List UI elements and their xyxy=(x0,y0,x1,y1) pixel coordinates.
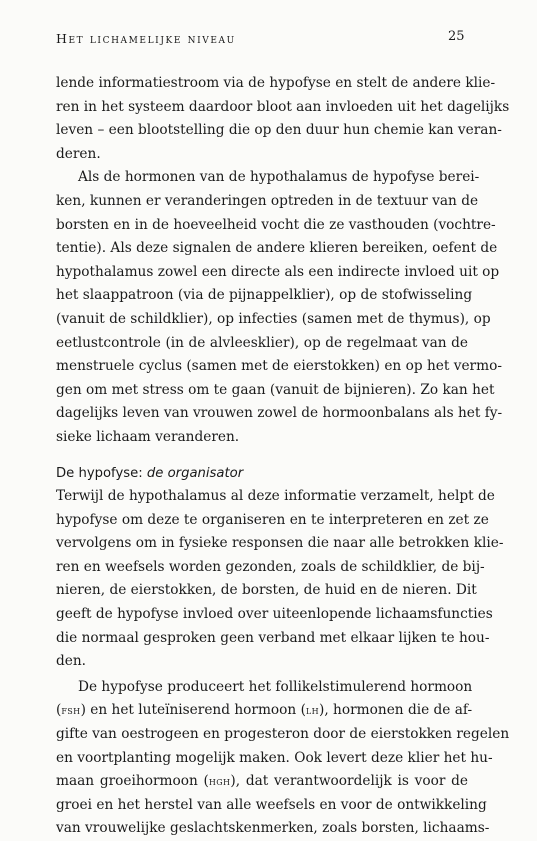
text-line: sieke lichaam veranderen. xyxy=(56,428,240,445)
text-line: gen om met stress om te gaan (vanuit de bijnieren). Zo kan het xyxy=(56,381,495,398)
section-heading-emphasis: de organisator xyxy=(146,465,244,481)
paragraph-4 xyxy=(56,676,510,841)
text-line: nieren, de eierstokken, de borsten, de huid en de nieren. Dit xyxy=(56,582,477,599)
text-line: gifte van oestrogeen en progesteron door de eierstokken regelen xyxy=(56,726,510,743)
paragraph-2 xyxy=(56,166,503,449)
running-head: Het lichamelijke niveau xyxy=(56,31,236,46)
text-fragment: ( xyxy=(56,702,62,719)
text-line: het slaappatroon (via de pijnappelklier), op de stofwisseling xyxy=(56,287,473,304)
text-line: deren. xyxy=(56,145,101,162)
text-line: hypofyse om deze te organiseren en te interpreteren en zet ze xyxy=(56,511,489,528)
text-line: geeft de hypofyse invloed over uiteenlopende lichaamsfuncties xyxy=(56,606,493,623)
text-line: en voortplanting mogelijk maken. Ook levert deze klier het hu- xyxy=(56,749,493,766)
text-line: ren en weefsels worden gezonden, zoals de schildklier, de bij- xyxy=(56,558,485,575)
abbreviation-hgh: hgh xyxy=(208,774,231,789)
page-number: 25 xyxy=(448,29,465,44)
text-line: groei en het herstel van alle weefsels en voor de ontwikkeling xyxy=(56,796,487,813)
text-fragment: ) en het luteïniserend hormoon ( xyxy=(80,702,306,719)
text-line: (vanuit de schildklier), op infecties (samen met de thymus), op xyxy=(56,310,491,327)
text-line: den. xyxy=(56,653,87,670)
text-fragment: maan groeihormoon ( xyxy=(56,773,209,790)
text-line: hypothalamus zowel een directe als een indirecte invloed uit op xyxy=(56,263,500,280)
text-line xyxy=(56,770,468,794)
abbreviation-fsh: fsh xyxy=(61,703,81,718)
text-line: Als de hormonen van de hypothalamus de hypofyse berei- xyxy=(78,169,480,186)
text-fragment: ), dat verantwoordelijk is voor de xyxy=(230,773,468,790)
text-line: lende informatiestroom via de hypofyse en stelt de andere klie- xyxy=(56,75,496,91)
text-fragment: ), hormonen die de af- xyxy=(319,702,473,719)
text-line: dagelijks leven van vrouwen zowel de hormoonbalans als het fy- xyxy=(56,405,503,422)
text-line: ken, kunnen er veranderingen optreden in de textuur van de xyxy=(56,192,479,209)
text-line xyxy=(56,699,473,723)
section-heading xyxy=(56,462,468,486)
text-line: tentie). Als deze signalen de andere klieren bereiken, oefent de xyxy=(56,240,498,257)
text-line: menstruele cyclus (samen met de eierstokken) en op het vermo- xyxy=(56,358,502,375)
section-heading-prefix: De hypofyse: xyxy=(56,465,147,481)
text-line: van vrouwelijke geslachtskenmerken, zoals borsten, lichaams- xyxy=(56,820,490,837)
text-line: vervolgens om in fysieke responsen die naar alle betrokken klie- xyxy=(56,535,504,552)
text-line: Terwijl de hypothalamus al deze informatie verzamelt, helpt de xyxy=(56,488,495,505)
abbreviation-lh: lh xyxy=(305,703,320,718)
paragraph-1 xyxy=(56,72,510,166)
text-line: borsten en in de hoeveelheid vocht die ze vasthouden (vochtre- xyxy=(56,216,496,233)
text-line: die normaal gesproken geen verband met elkaar lijken te hou- xyxy=(56,629,490,646)
text-line: eetlustcontrole (in de alvleesklier), op de regelmaat van de xyxy=(56,334,468,351)
text-line: ren in het systeem daardoor bloot aan invloeden uit het dagelijks xyxy=(56,98,510,115)
body-text xyxy=(56,72,510,841)
text-line: De hypofyse produceert het follikelstimulerend hormoon xyxy=(78,678,473,695)
paragraph-3 xyxy=(56,485,504,674)
text-line: leven – een blootstelling die op den duur hun chemie kan veran- xyxy=(56,122,502,139)
